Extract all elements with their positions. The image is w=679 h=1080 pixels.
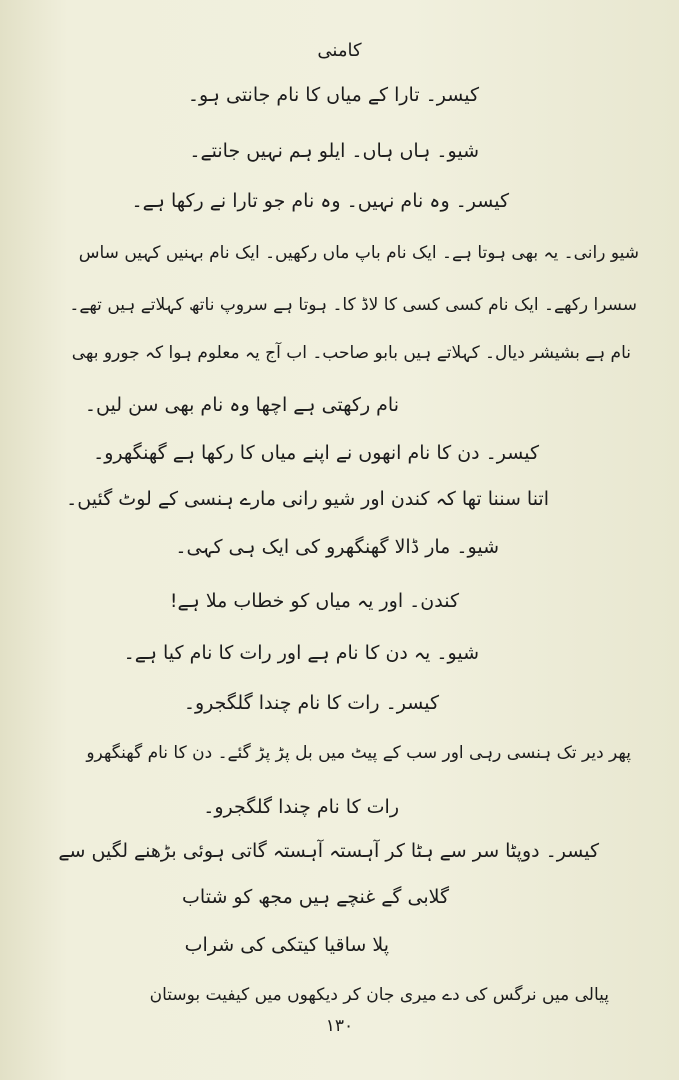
- page-number: ۱۳۰: [325, 1016, 354, 1036]
- text-line: شیو۔ ہاں ہاں۔ ایلو ہم نہیں جانتے۔: [189, 140, 479, 162]
- text-line: کندن۔ اور یہ میاں کو خطاب ملا ہے!: [169, 590, 459, 612]
- text-line: شیو۔ مار ڈالا گھنگھرو کی ایک ہی کہی۔: [175, 536, 499, 558]
- verse-line: گلابی گے غنچے ہیں مجھ کو شتاب: [182, 886, 449, 908]
- text-line: کیسر۔ دوپٹا سر سے ہٹا کر آہستہ آہستہ گاتی ہوئی بڑھنے لگیں سے: [58, 840, 599, 862]
- verse-line: پلا ساقیا کیتکی کی شراب: [184, 934, 389, 956]
- text-line: رات کا نام چندا گلگجرو۔: [203, 796, 399, 818]
- text-line: شیو رانی۔ یہ بھی ہوتا ہے۔ ایک نام باپ ماں رکھیں۔ ایک نام بہنیں کہیں ساس: [78, 243, 639, 263]
- text-line: سسرا رکھے۔ ایک نام کسی کسی کا لاڈ کا۔ ہوتا ہے سروپ ناتھ کہلاتے ہیں تھے۔: [69, 295, 637, 315]
- text-line: نام رکھتی ہے اچھا وہ نام بھی سن لیں۔: [84, 394, 399, 416]
- text-line: کیسر۔ وہ نام نہیں۔ وہ نام جو تارا نے رکھا ہے۔: [131, 190, 509, 212]
- text-line: پھر دیر تک ہنسی رہی اور سب کے پیٹ میں بل پڑ پڑ گئے۔ دن کا نام گھنگھرو: [86, 743, 631, 763]
- running-header: کامنی: [317, 40, 362, 61]
- text-line: کیسر۔ رات کا نام چندا گلگجرو۔: [183, 692, 439, 714]
- text-line: نام ہے بشیشر دیال۔ کہلاتے ہیں بابو صاحب۔ اب آج یہ معلوم ہوا کہ جورو بھی: [71, 343, 631, 363]
- verse-line: پیالی میں نرگس کی دے میری جان کر دیکھوں میں کیفیت بوستان: [149, 985, 609, 1005]
- text-line: کیسر۔ دن کا نام انھوں نے اپنے میاں کا رکھا ہے گھنگھرو۔: [93, 442, 539, 464]
- text-line: شیو۔ یہ دن کا نام ہے اور رات کا نام کیا ہے۔: [123, 642, 479, 664]
- text-line: کیسر۔ تارا کے میاں کا نام جانتی ہو۔: [187, 84, 479, 106]
- text-line: اتنا سننا تھا کہ کندن اور شیو رانی مارے ہنسی کے لوٹ گئیں۔: [66, 488, 549, 510]
